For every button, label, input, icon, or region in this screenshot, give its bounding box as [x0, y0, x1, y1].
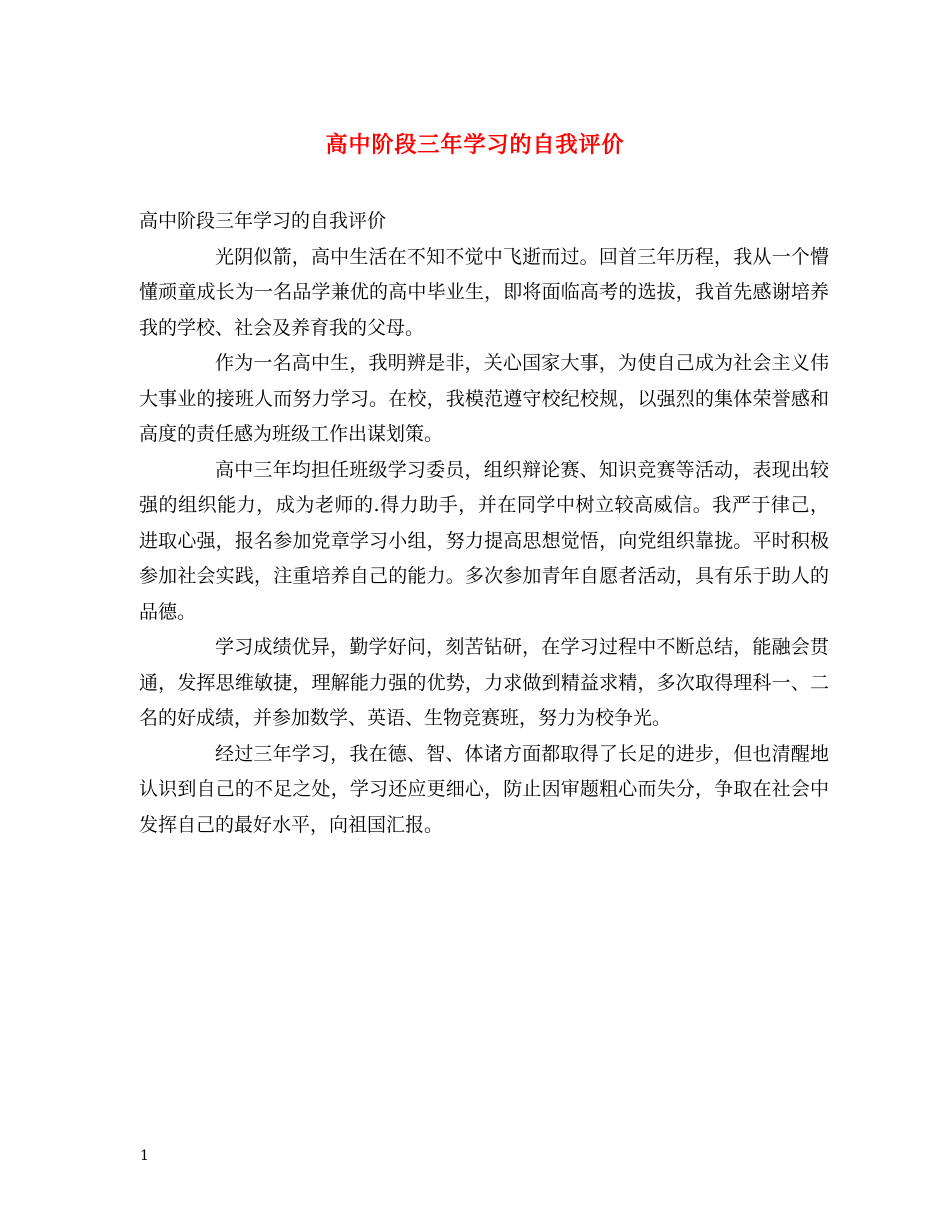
document-title: 高中阶段三年学习的自我评价 — [325, 132, 625, 158]
paragraph: 经过三年学习，我在德、智、体诸方面都取得了长足的进步，但也清醒地认识到自己的不足之处，学习还应更细心，防止因审题粗心而失分，争取在社会中发挥自己的最好水平，向祖国汇报。 — [139, 742, 829, 836]
paragraph: 学习成绩优异，勤学好问，刻苦钻研，在学习过程中不断总结，能融会贯通，发挥思维敏捷，理解能力强的优势，力求做到精益求精，多次取得理科一、二名的好成绩，并参加数学、英语、生物竞赛班，努力为校争光。 — [139, 636, 829, 729]
paragraph: 光阴似箭，高中生活在不知不觉中飞逝而过。回首三年历程，我从一个懵懂顽童成长为一名品学兼优的高中毕业生，即将面临高考的选拔，我首先感谢培养我的学校、社会及养育我的父母。 — [139, 245, 829, 339]
paragraph: 作为一名高中生，我明辨是非，关心国家大事，为使自己成为社会主义伟大事业的接班人而努力学习。在校，我模范遵守校纪校规，以强烈的集体荣誉感和高度的责任感为班级工作出谋划策。 — [139, 352, 829, 445]
document-body — [139, 204, 829, 843]
document-subtitle: 高中阶段三年学习的自我评价 — [139, 210, 387, 232]
page-number: 1 — [140, 1148, 149, 1164]
paragraph: 高中三年均担任班级学习委员，组织辩论赛、知识竞赛等活动，表现出较强的组织能力，成为老师的.得力助手，并在同学中树立较高威信。我严于律己，进取心强，报名参加党章学习小组，努力提高思想觉悟，向党组织靠拢。平时积极参加社会实践，注重培养自己的能力。多次参加青年自愿者活动，具有乐于助人的品德。 — [139, 458, 829, 623]
